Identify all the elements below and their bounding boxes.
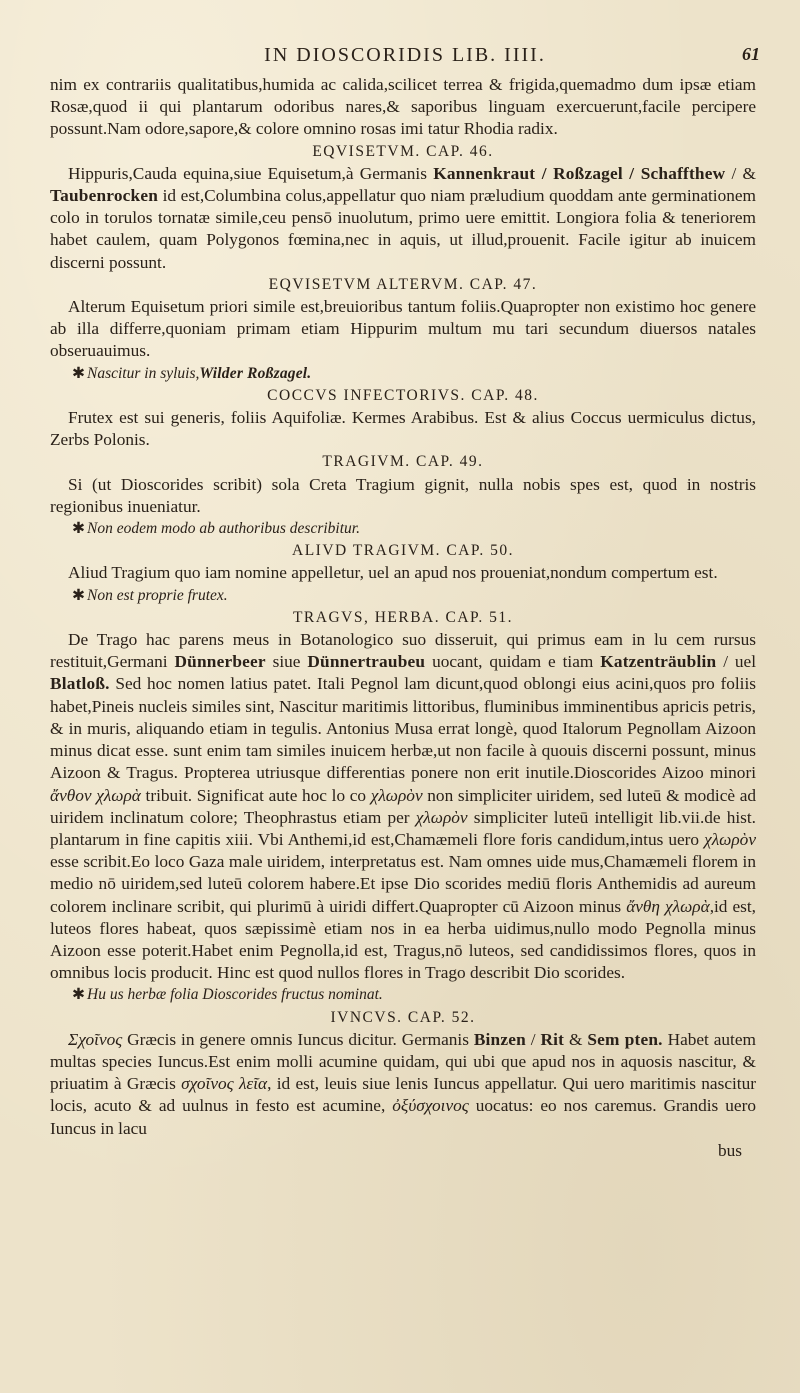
text-run: nim ex contrariis qualitatibus,humida ac calida,scilicet terrea & frigida,quemadmo dum ipsæ etiam Rosæ,quod ii qui plantarum odoribus nares,& saporibus linguam exercuerunt,facile percipere possunt.Nam odore,sapore,& colore omnino rosas imi tatur Rhodia radix. [50,75,756,139]
text-run: / & [725,163,756,183]
greek-term: Σχοῖνος [68,1029,123,1049]
vernacular-name: Rit [540,1029,565,1049]
text-run: esse scribit.Eo loco Gaza male uiridem, interpretatus est. Nam omnes uide mus,Chamæmeli florem in medio nō uiridem,sed luteū colorem habere.Et ipse Dio scorides mediū floris Anthemidis ad aureum colorem inclinare scribit, qui plurimū à uiridi differt.Quapropter cū Aizoon minus [50,852,756,916]
marginal-note [50,518,756,540]
chapter-heading: ALIVD TRAGIVM. CAP. 50. [292,542,514,560]
chapter-heading: IVNCVS. CAP. 52. [330,1008,476,1026]
vernacular-name: Dünnertraubeu [307,652,426,672]
chapter-heading: EQVISETVM. CAP. 46. [312,142,494,160]
text-run: / uel [716,652,756,672]
text-run: ,id est, luteos flores habeat, quos sæpissimè etiam nos in ea herba uidimus,nullo modo Pegnolla minus Aizoon esse poterit.Habet enim Pegnolla,id est, Tragus,nō luteos, sed candidissimos flores, quos in omnibus locis producit. Hinc est quod nullos flores in Trago describit Dio scorides. [50,896,756,983]
greek-term: ἄνθον χλωρὰ [50,785,141,805]
text-run: Sed hoc nomen latius patet. Itali Pegnol lam dicunt,quod oblongi eius acini,quos pro foliis habet,Pineis nucleis similes sint, Nascitur maritimis littoribus, fluminibus imminentibus apricis petris, & in muris, aliquando etiam in tegulis. Antonius Musa errat longè, quod Italorum Pegnollam Aizoon minus dicat esse. sunt enim tam similes inuicem herbæ,ut non facile à quouis discerni possunt, minus Aizoon & Tragus. Propterea utriusque differentias ponere non erit inutile.Dioscorides Aizoo minori [50,674,756,783]
marginal-note [50,984,756,1006]
text-run: Græcis in genere omnis Iuncus dicitur. Germanis [122,1029,474,1049]
body-paragraph [50,562,756,584]
text-run: Si (ut Dioscorides scribit) sola Creta Tragium gignit, nulla nobis spes est, quod in nostris regionibus inueniatur. [50,474,756,516]
text-run: Non eodem modo ab authoribus describitur. [87,520,360,538]
asterisk-icon: ✱ [72,586,85,604]
body-paragraph [50,629,756,984]
asterisk-icon: ✱ [72,986,85,1004]
running-head-title: IN DIOSCORIDIS LIB. IIII. [264,44,546,66]
text-run: siue [265,652,308,672]
text-run: non simpliciter uiridem, sed luteū & modicè ad uiridem inclinatum colore; Theophrastus etiam per [50,785,757,827]
vernacular-name: Binzen [473,1029,526,1049]
text-run: Hippuris,Cauda equina,siue Equisetum,à Germanis [68,163,434,183]
text-run: & [564,1029,588,1049]
text-run: Non est proprie frutex. [87,586,228,604]
text-run: Habet autem multas species Iuncus.Est enim molli acumine quidam, qui ubi que apud nos in aquosis nascitur, & priuatim à Græcis [50,1029,756,1094]
chapter-heading: TRAGIVM. CAP. 49. [322,453,484,471]
folio-number: 61 [742,44,760,64]
body-paragraph [50,407,756,451]
text-run: uocant, quidam e tiam [425,652,601,672]
text-run: Hu us herbæ folia Dioscorides fructus nominat. [87,986,383,1004]
page-body [50,74,756,1162]
greek-term: σχοῖνος λεῖα [181,1074,268,1094]
vernacular-name: Katzenträublin [600,652,717,672]
marginal-note [50,363,756,385]
vernacular-name: Sem [587,1029,620,1049]
asterisk-icon: ✱ [72,364,85,382]
marginal-note [50,585,756,607]
text-run: , id est, leuis siue lenis Iuncus appellatur. Qui uero maritimis nascitur locis, acuto & ad uulnus in festo est acumine, [50,1074,756,1116]
greek-term: χλωρὸν [415,807,468,827]
text-run: simpliciter luteū intelligit lib.vii.de hist. plantarum in fine capitis xiii. Vbi Anthemi,id est,Chamæmeli flore foris candidum,intus uero [50,807,757,849]
greek-term: χλωρὸν [704,829,756,849]
body-paragraph [50,474,756,518]
text-run: Aliud Tragium quo iam nomine appelletur, uel an apud nos proueniat,nondum compertum est. [68,563,718,583]
text-run: Frutex est sui generis, foliis Aquifoliæ. Kermes Arabibus. Est & alius Coccus uermiculus dictus, Zerbs Polonis. [50,408,756,450]
catchword: bus [717,1140,742,1160]
text-run: id est,Columbina colus,appellatur quo niam præludium quoddam ante germinationem colo in torulos tornatæ simile,ceu pensō inuolutum, primo uere emittit. Longiora folia & teneriorem habet caulem, quam Polygonos fœmina,nec in aquis, ut illud,prouenit. Facile igitur ab inuicem discerni possunt. [50,186,756,272]
text-run: De Trago hac parens meus in Botanologico suo disseruit, qui primus eam in lu cem rursus restituit,Germani [50,630,756,672]
chapter-heading: COCCVS INFECTORIVS. CAP. 48. [267,386,539,404]
text-run: Alterum Equisetum priori simile est,breuioribus tantum foliis.Quapropter non existimo hoc genere ab illa differre,quoniam primam etiam Hippurim multum mu tari secundum diuersos natales obseruauimus. [50,297,756,361]
chapter-heading: TRAGVS, HERBA. CAP. 51. [292,608,514,626]
vernacular-name: Kannenkraut / Roßza [433,163,602,183]
text-run: uocatus: eo nos caremus. Grandis uero Iuncus in lacu [50,1096,756,1138]
body-paragraph [50,163,756,274]
text-run: Nascitur in syluis, [87,364,200,382]
text-run: tribuit. Significat aute hoc lo co [140,785,371,805]
greek-term: χλωρὸν [370,785,423,805]
chapter-heading: EQVISETVM ALTERVM. CAP. 47. [268,275,538,293]
asterisk-icon: ✱ [72,520,85,538]
body-paragraph [50,1029,756,1140]
body-paragraph [50,296,756,363]
running-head [50,44,760,70]
vernacular-name: Dünnerbeer [174,652,266,672]
greek-term: ἄνθη χλωρὰ [626,896,710,916]
vernacular-name: Blatloß. [50,674,110,694]
vernacular-name: Wilder Roßzagel. [199,364,312,382]
vernacular-name: Taubenrocken [50,186,159,206]
body-paragraph [50,74,756,141]
vernacular-name: pten. [619,1029,663,1049]
text-run: / [525,1029,541,1049]
greek-term: ὀξύσχοινος [392,1096,469,1116]
vernacular-name: gel / Schaffthew [601,163,726,183]
